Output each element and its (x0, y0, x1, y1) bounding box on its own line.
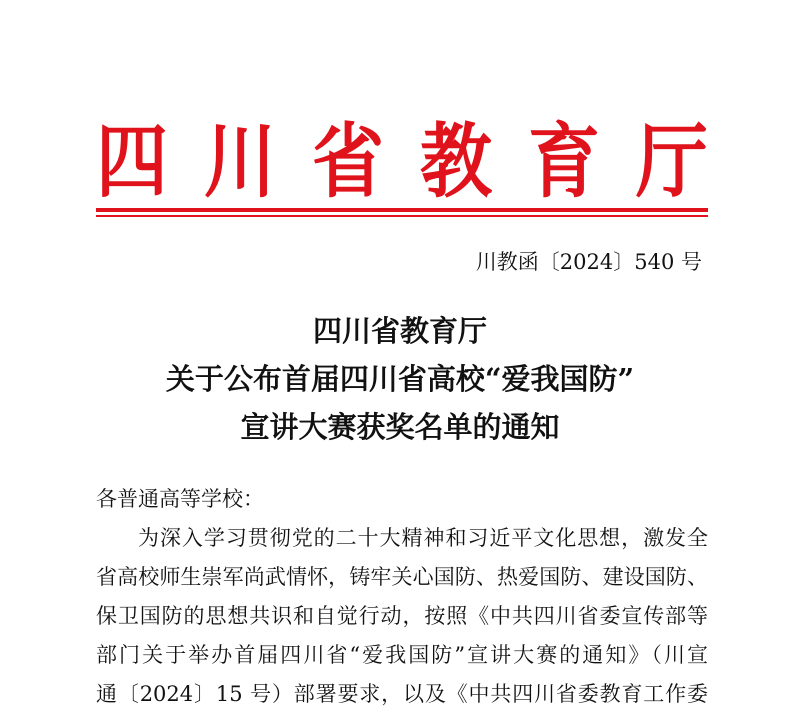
paragraph-line: 部门关于举办首届四川省“爱我国防”宣讲大赛的通知》（川宣 (96, 643, 708, 667)
paragraph-line: 保卫国防的思想共识和自觉行动，按照《中共四川省委宣传部等 (96, 604, 708, 628)
masthead (96, 112, 708, 211)
document-title (0, 307, 800, 451)
document-body (96, 480, 708, 714)
masthead-rule-thin (96, 215, 708, 217)
title-line: 关于公布首届四川省高校“爱我国防” (165, 362, 635, 396)
masthead-char: 四 (96, 114, 169, 209)
document-number: 川教函〔2024〕540 号 (475, 250, 702, 274)
masthead-char: 厅 (635, 114, 708, 209)
masthead-char: 省 (311, 114, 384, 209)
title-line: 四川省教育厅 (312, 314, 487, 348)
salutation: 各普通高等学校： (96, 487, 264, 511)
paragraph-line: 通〔2024〕15 号）部署要求，以及《中共四川省委教育工作委 (96, 682, 708, 706)
masthead-char: 教 (419, 114, 492, 209)
title-line: 宣讲大赛获奖名单的通知 (240, 410, 560, 444)
masthead-char: 川 (203, 114, 276, 209)
paragraph-line: 为深入学习贯彻党的二十大精神和习近平文化思想，激发全 (138, 526, 708, 550)
masthead-rule-thick (96, 208, 708, 212)
masthead-char: 育 (527, 114, 600, 209)
paragraph-line: 省高校师生崇军尚武情怀，铸牢关心国防、热爱国防、建设国防、 (96, 565, 708, 589)
